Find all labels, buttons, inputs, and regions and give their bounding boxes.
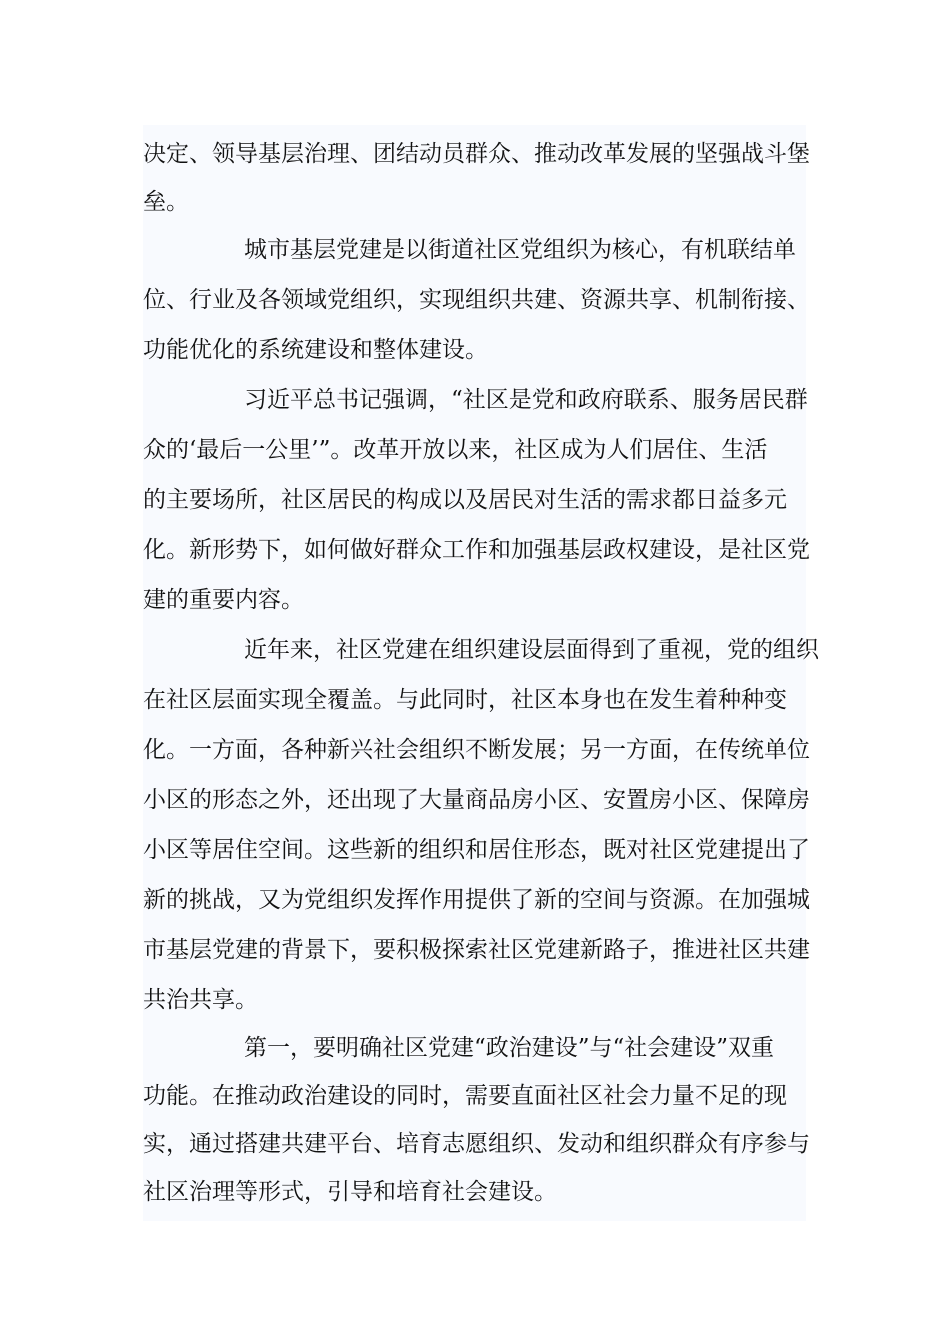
paragraph-4-line-3: 化。一方面，各种新兴社会组织不断发展；另一方面，在传统单位 <box>143 737 810 763</box>
paragraph-4-line-4: 小区的形态之外，还出现了大量商品房小区、安置房小区、保障房 <box>143 787 810 813</box>
paragraph-3-line-4: 化。新形势下，如何做好群众工作和加强基层政权建设，是社区党 <box>143 537 810 563</box>
paragraph-3-line-1: 习近平总书记强调，“社区是党和政府联系、服务居民群 <box>244 387 808 413</box>
paragraph-3-line-5: 建的重要内容。 <box>143 587 304 613</box>
paragraph-2-line-1: 城市基层党建是以街道社区党组织为核心，有机联结单 <box>244 237 796 263</box>
paragraph-3-line-3: 的主要场所，社区居民的构成以及居民对生活的需求都日益多元 <box>143 487 787 513</box>
paragraph-1-line-1: 决定、领导基层治理、团结动员群众、推动改革发展的坚强战斗堡 <box>143 141 810 167</box>
paragraph-5-line-3: 实，通过搭建共建平台、培育志愿组织、发动和组织群众有序参与 <box>143 1131 810 1157</box>
paragraph-5-line-2: 功能。在推动政治建设的同时，需要直面社区社会力量不足的现 <box>143 1083 787 1109</box>
paragraph-3-line-2: 众的‘最后一公里’”。改革开放以来，社区成为人们居住、生活 <box>143 437 768 463</box>
paragraph-2-line-2: 位、行业及各领域党组织，实现组织共建、资源共享、机制衔接、 <box>143 287 810 313</box>
document-body <box>143 125 819 1221</box>
paragraph-5-line-1: 第一，要明确社区党建“政治建设”与“社会建设”双重 <box>244 1035 775 1061</box>
paragraph-4-line-1: 近年来，社区党建在组织建设层面得到了重视，党的组织 <box>244 637 819 663</box>
paragraph-4-line-5: 小区等居住空间。这些新的组织和居住形态，既对社区党建提出了 <box>143 837 810 863</box>
paragraph-4-line-7: 市基层党建的背景下，要积极探索社区党建新路子，推进社区共建 <box>143 937 810 963</box>
paragraph-2-line-3: 功能优化的系统建设和整体建设。 <box>143 337 488 363</box>
paragraph-4-line-2: 在社区层面实现全覆盖。与此同时，社区本身也在发生着种种变 <box>143 687 787 713</box>
paragraph-4-line-8: 共治共享。 <box>143 987 258 1013</box>
paragraph-5-line-4: 社区治理等形式，引导和培育社会建设。 <box>143 1179 557 1205</box>
paragraph-1-line-2: 垒。 <box>143 189 189 215</box>
paragraph-4-line-6: 新的挑战，又为党组织发挥作用提供了新的空间与资源。在加强城 <box>143 887 810 913</box>
